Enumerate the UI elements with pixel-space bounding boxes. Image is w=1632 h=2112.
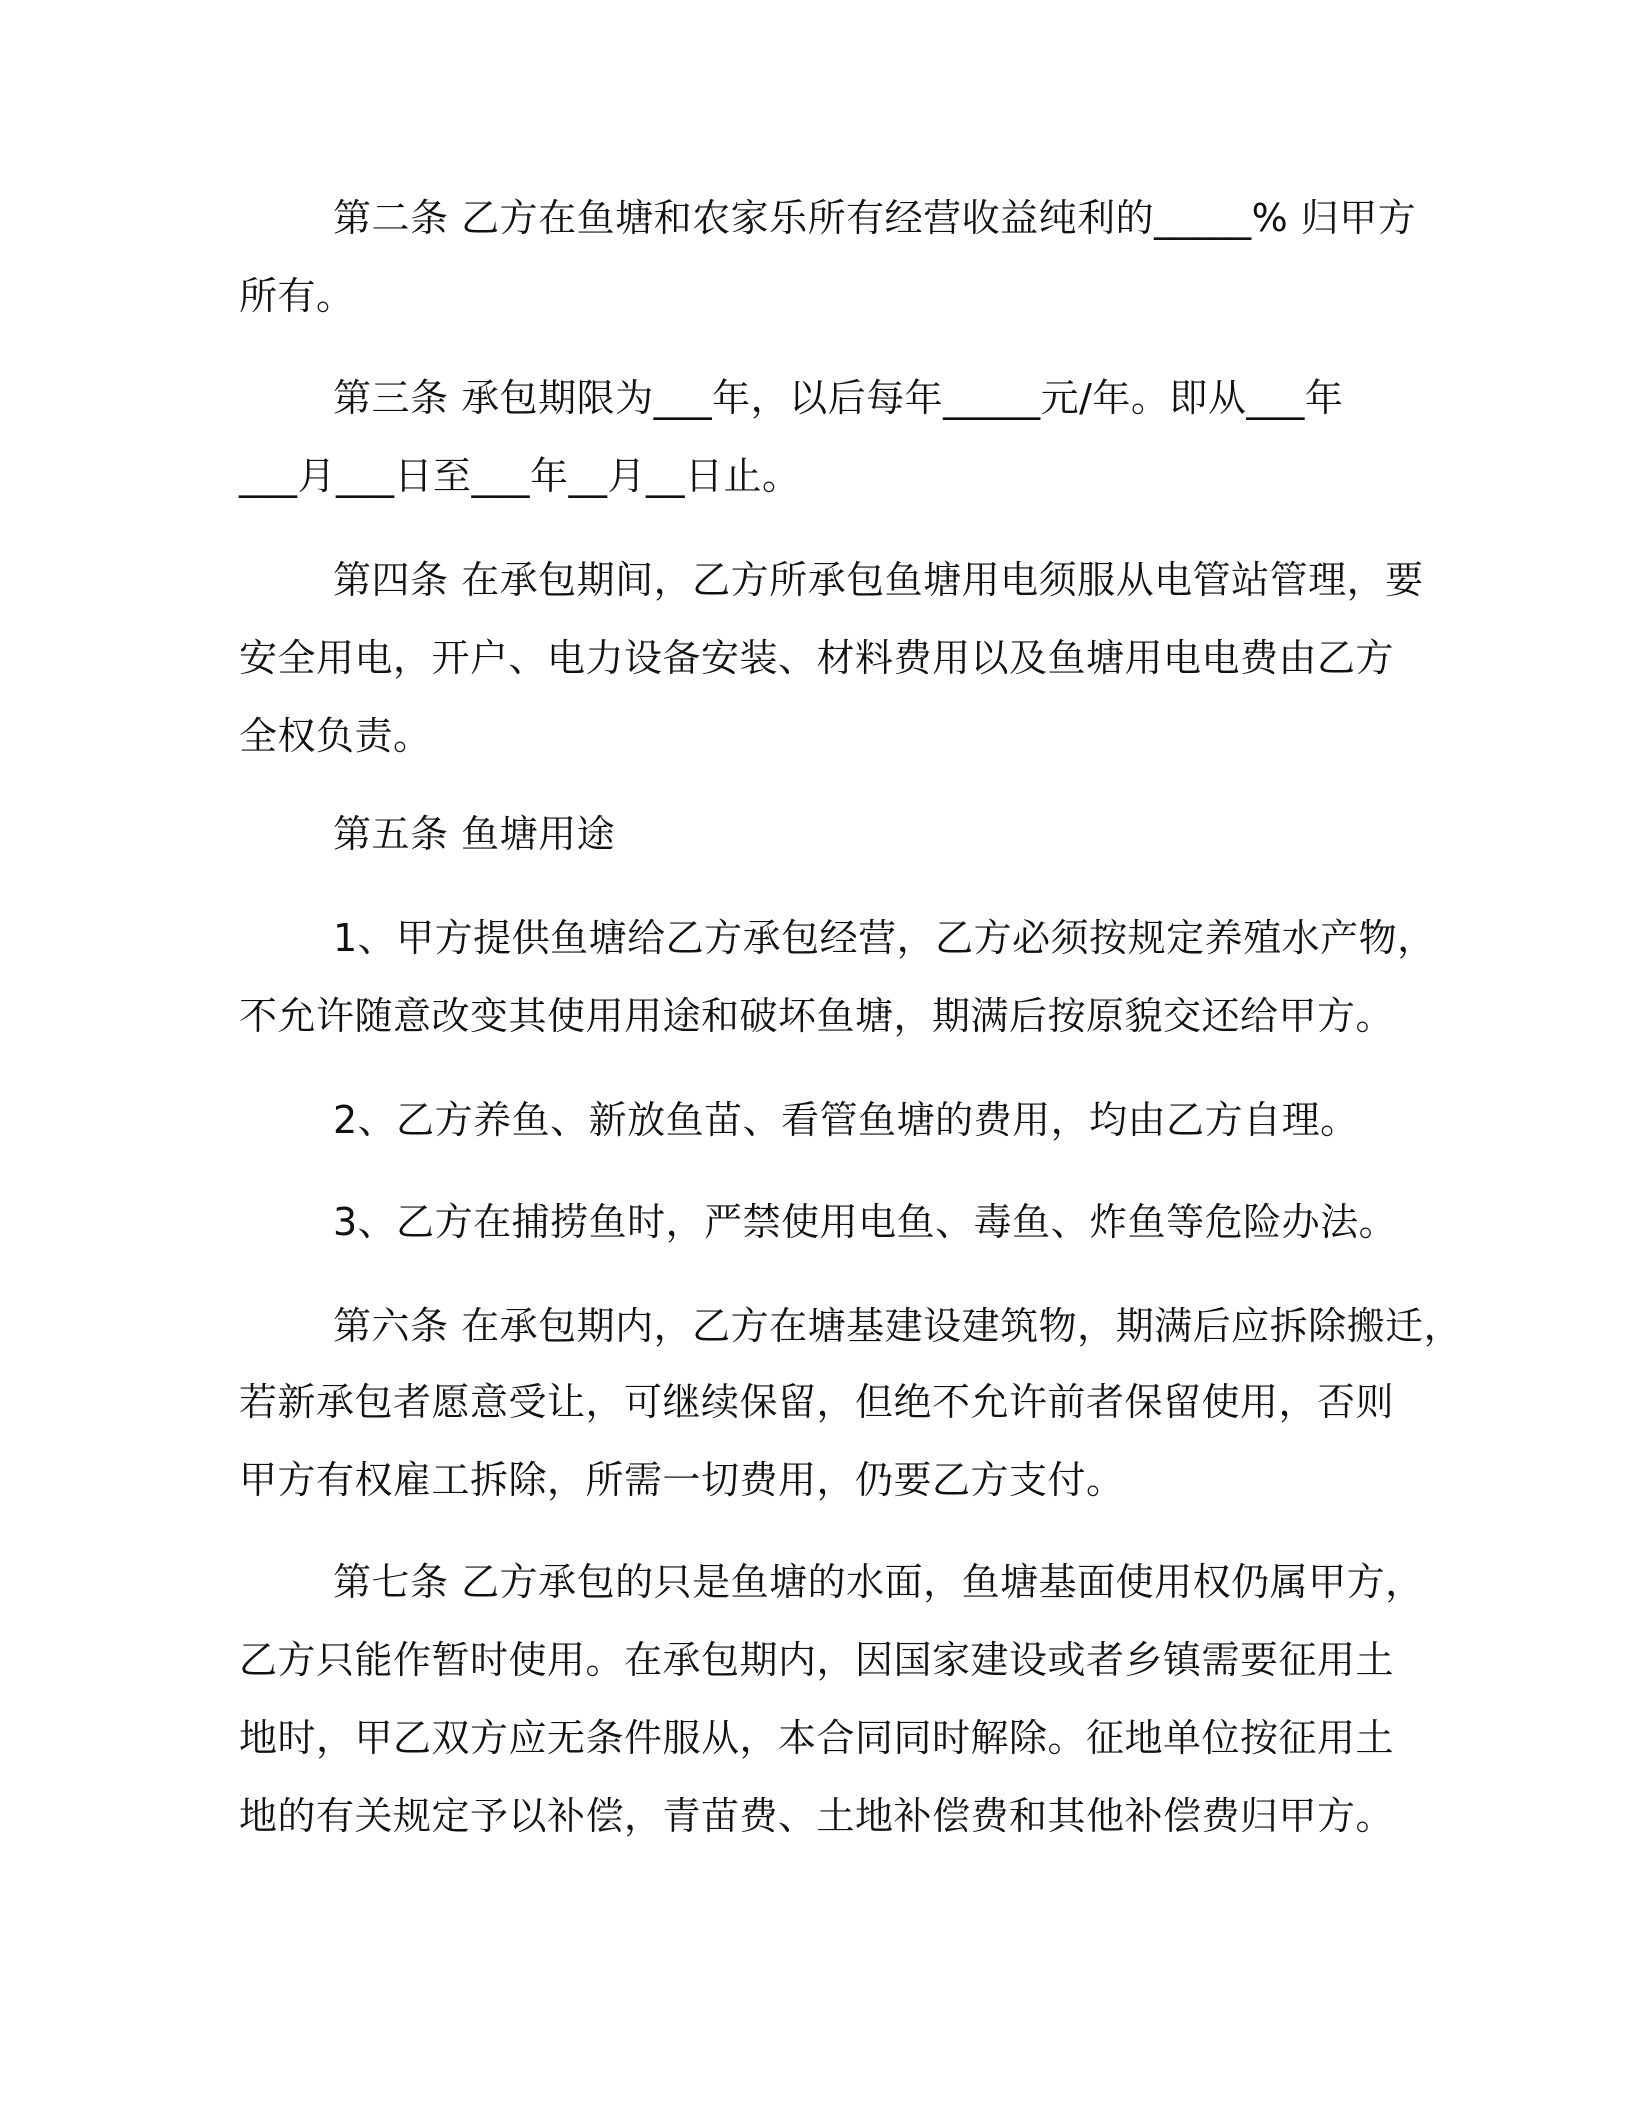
article-2-line-1: 第二条 乙方在鱼塘和农家乐所有经营收益纯利的_____% 归甲方 <box>333 196 1417 240</box>
article-3-line-1: 第三条 承包期限为___年，以后每年_____元/年。即从___年 <box>333 376 1344 420</box>
article-6-line-2: 若新承包者愿意受让，可继续保留，但绝不允许前者保留使用，否则 <box>239 1380 1395 1424</box>
article-7-line-3: 地时，甲乙双方应无条件服从，本合同同时解除。征地单位按征用土 <box>239 1716 1395 1760</box>
article-5-heading: 第五条 鱼塘用途 <box>333 812 616 856</box>
article-5-item-3: 3、乙方在捕捞鱼时，严禁使用电鱼、毒鱼、炸鱼等危险办法。 <box>333 1200 1398 1244</box>
article-3-line-2: ___月___日至___年__月__日止。 <box>239 454 801 498</box>
article-5-item-1-line-2: 不允许随意改变其使用用途和破坏鱼塘，期满后按原貌交还给甲方。 <box>239 994 1395 1038</box>
article-5-item-1-line-1: 1、甲方提供鱼塘给乙方承包经营，乙方必须按规定养殖水产物， <box>333 916 1436 960</box>
article-4-line-3: 全权负责。 <box>239 714 432 758</box>
article-6-line-3: 甲方有权雇工拆除，所需一切费用，仍要乙方支付。 <box>239 1458 1125 1502</box>
article-7-line-2: 乙方只能作暂时使用。在承包期内，因国家建设或者乡镇需要征用土 <box>239 1638 1395 1682</box>
article-6-line-1: 第六条 在承包期内，乙方在塘基建设建筑物，期满后应拆除搬迁， <box>333 1304 1463 1348</box>
article-5-item-2: 2、乙方养鱼、新放鱼苗、看管鱼塘的费用，均由乙方自理。 <box>333 1098 1359 1142</box>
article-4-line-2: 安全用电，开户、电力设备安装、材料费用以及鱼塘用电电费由乙方 <box>239 636 1395 680</box>
article-4-line-1: 第四条 在承包期间，乙方所承包鱼塘用电须服从电管站管理，要 <box>333 558 1424 602</box>
article-7-line-4: 地的有关规定予以补偿，青苗费、土地补偿费和其他补偿费归甲方。 <box>239 1794 1395 1838</box>
article-7-line-1: 第七条 乙方承包的只是鱼塘的水面，鱼塘基面使用权仍属甲方， <box>333 1560 1424 1604</box>
article-2-line-2: 所有。 <box>239 274 355 318</box>
